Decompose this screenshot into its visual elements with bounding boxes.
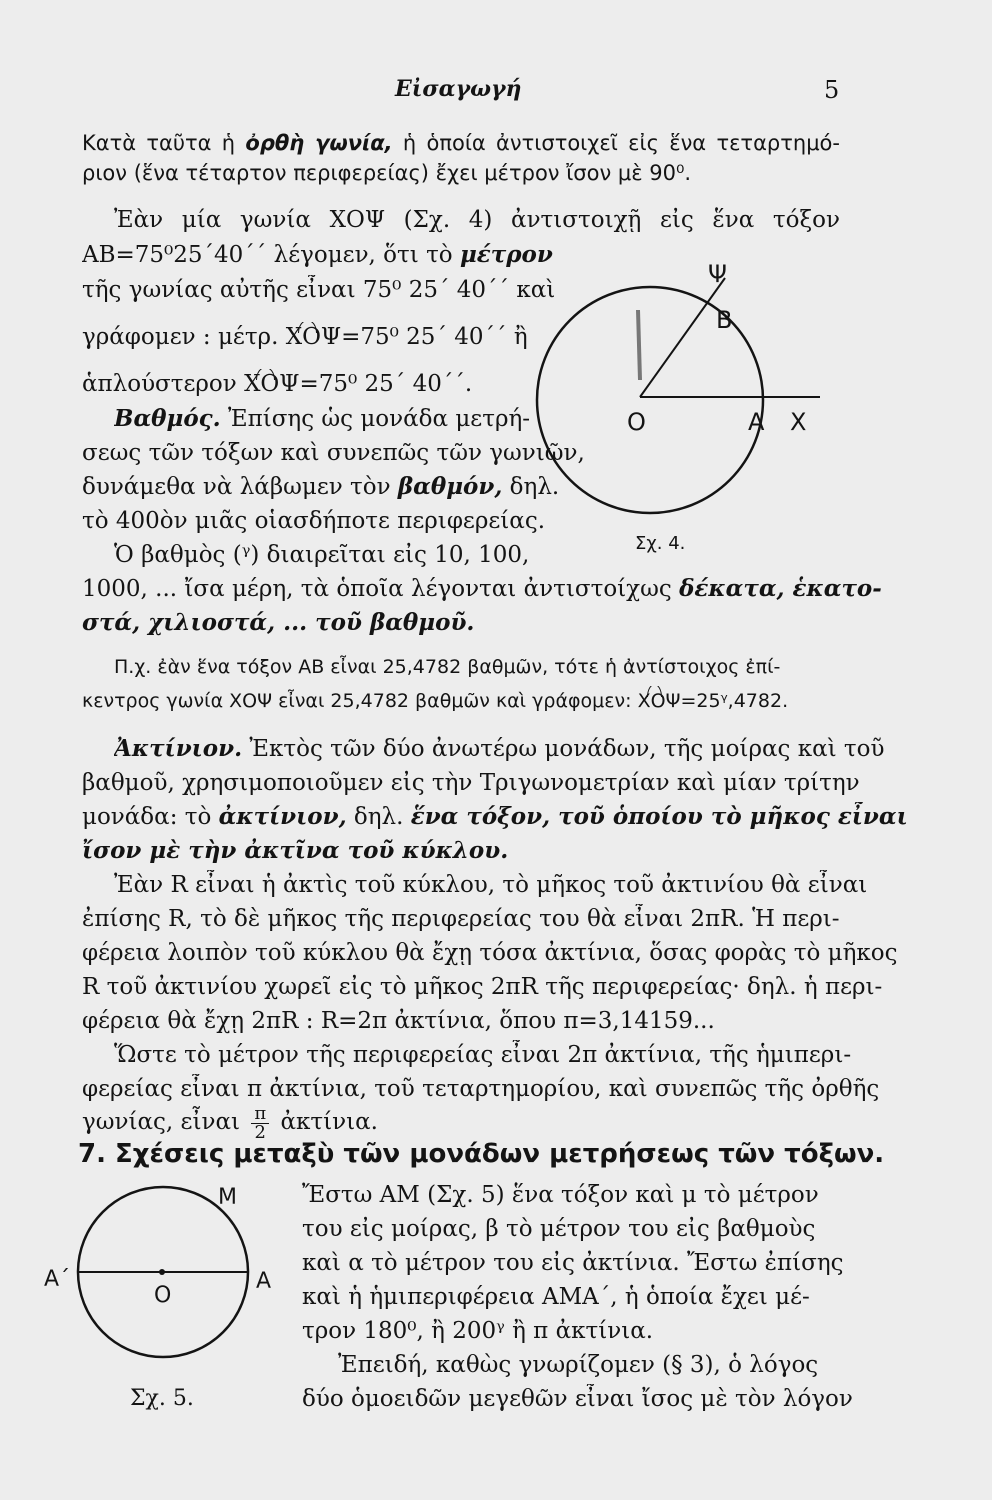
text-line: Κατὰ ταῦτα ἡ ὀρθὴ γωνία, ἡ ὁποία ἀντιστοιχεῖ εἰς ἕνα τεταρτημό- — [82, 131, 840, 155]
term-radian: Ἀκτίνιον. — [114, 735, 243, 762]
text-line: του εἰς μοίρας, β τὸ μέτρον του εἰς βαθμοὺς — [302, 1216, 816, 1242]
fraction-pi-over-2: $\frac{\pi}{2}$ — [251, 1105, 269, 1142]
term-subdivisions: στά, χιλιοστά, ... τοῦ βαθμοῦ. — [82, 609, 475, 636]
text-line: Ὁ βαθμὸς (ᵞ) διαιρεῖται εἰς 10, 100, — [114, 542, 530, 568]
text-line: Ἐὰν μία γωνία ΧΟΨ (Σχ. 4) ἀντιστοιχῇ εἰς ἕνα τόξον — [114, 207, 840, 233]
figure-4-label-o: Ο — [627, 408, 646, 436]
figure-4-label-psi: Ψ — [708, 260, 727, 288]
text-line: δύο ὁμοειδῶν μεγεθῶν εἶναι ἴσος μὲ τὸν λόγον — [302, 1386, 853, 1412]
term-grad-def: βαθμόν, — [397, 473, 503, 500]
text-line: καὶ ἡ ἡμιπεριφέρεια ΑΜΑ΄, ἡ ὁποία ἔχει μέ- — [302, 1284, 810, 1310]
figure-5-label-o: Ο — [154, 1283, 172, 1308]
term-radian-def: ἀκτίνιον, — [218, 803, 347, 830]
text-line: σεως τῶν τόξων καὶ συνεπῶς τῶν γωνιῶν, — [82, 440, 585, 466]
text-line: ΑΒ=75⁰25΄40΄΄ λέγομεν, ὅτι τὸ μέτρον — [82, 241, 553, 268]
figure-4 — [520, 260, 830, 550]
text-line: ριον (ἕνα τέταρτον περιφερείας) ἔχει μέτρον ἴσον μὲ 90⁰. — [82, 161, 692, 185]
text-line: ἁπλούστερον ΧΟΨ=75⁰ 25΄ 40΄΄. — [82, 371, 473, 397]
text-line: Ἔστω ΑΜ (Σχ. 5) ἕνα τόξον καὶ μ τὸ μέτρον — [302, 1182, 819, 1208]
text-line: Π.χ. ἐὰν ἕνα τόξον ΑΒ εἶναι 25,4782 βαθμῶν, τότε ἡ ἀντίστοιχος ἐπί- — [114, 656, 781, 678]
text-line: R τοῦ ἀκτινίου χωρεῖ εἰς τὸ μῆκος 2πR τῆς περιφερείας· δηλ. ἡ περι- — [82, 974, 883, 1000]
arc-notation: ΧΟΨ — [244, 371, 300, 397]
section-heading: 7. Σχέσεις μεταξὺ τῶν μονάδων μετρήσεως τῶν τόξων. — [78, 1139, 885, 1169]
page-number: 5 — [824, 76, 840, 104]
text-line: γωνίας, εἶναι $\frac{\pi}{2}$ ἀκτίνια. — [82, 1102, 378, 1143]
running-header: Εἰσαγωγή — [395, 76, 522, 102]
arc-notation: ΧΟΨ — [638, 686, 681, 716]
text-line: φέρεια λοιπὸν τοῦ κύκλου θὰ ἔχῃ τόσα ἀκτίνια, ὅσας φορὰς τὸ μῆκος — [82, 940, 898, 966]
text-line: 1000, ... ἴσα μέρη, τὰ ὁποῖα λέγονται ἀντιστοίχως δέκατα, ἑκατο- — [82, 575, 882, 602]
figure-4-label-b: Β — [716, 306, 733, 334]
text-line: τὸ 400ὸν μιᾶς οἱασδήποτε περιφερείας. — [82, 508, 546, 534]
figure-5-caption: Σχ. 5. — [130, 1386, 194, 1411]
text-line: Ἀκτίνιον. Ἐκτὸς τῶν δύο ἀνωτέρω μονάδων, τῆς μοίρας καὶ τοῦ — [114, 735, 885, 762]
text-line: καὶ α τὸ μέτρον του εἰς ἀκτίνια. Ἔστω ἐπίσης — [302, 1250, 844, 1276]
text-line: φέρεια θὰ ἔχῃ 2πR : R=2π ἀκτίνια, ὅπου π=3,14159... — [82, 1008, 715, 1034]
figure-5 — [40, 1178, 290, 1378]
figure-4-vertical-mark — [638, 310, 640, 380]
text-line: Ὥστε τὸ μέτρον τῆς περιφερείας εἶναι 2π ἀκτίνια, τῆς ἡμιπερι- — [114, 1042, 852, 1068]
text-line: Ἐὰν R εἶναι ἡ ἀκτὶς τοῦ κύκλου, τὸ μῆκος τοῦ ἀκτινίου θὰ εἶναι — [114, 872, 868, 898]
text-line: κεντρος γωνία ΧΟΨ εἶναι 25,4782 βαθμῶν καὶ γράφομεν: ΧΟΨ=25ᵞ,4782. — [82, 686, 788, 716]
text-line — [82, 608, 474, 638]
figure-4-label-a: Α — [748, 408, 765, 436]
figure-5-label-a: Α — [256, 1269, 272, 1294]
text-line: μονάδα: τὸ ἀκτίνιον, δηλ. ἕνα τόξον, τοῦ ὁποίου τὸ μῆκος εἶναι — [82, 803, 908, 830]
radian-definition: ἕνα τόξον, τοῦ ὁποίου τὸ μῆκος εἶναι — [410, 803, 908, 830]
text-line: βαθμοῦ, χρησιμοποιοῦμεν εἰς τὴν Τριγωνομετρίαν καὶ μίαν τρίτην — [82, 770, 860, 796]
text-line: ἐπίσης R, τὸ δὲ μῆκος τῆς περιφερείας του θὰ εἶναι 2πR. Ἡ περι- — [82, 906, 840, 932]
radian-definition: ἴσον μὲ τὴν ἀκτῖνα τοῦ κύκλου. — [82, 837, 509, 864]
term-right-angle: ὀρθὴ γωνία, — [245, 131, 393, 155]
figure-5-label-a-prime: Α΄ — [44, 1267, 71, 1292]
figure-4-ray-opsi — [640, 278, 725, 397]
text-line: Βαθμός. Ἐπίσης ὡς μονάδα μετρή- — [114, 405, 531, 432]
term-measure: μέτρον — [459, 241, 553, 268]
text-line: δυνάμεθα νὰ λάβωμεν τὸν βαθμόν, δηλ. — [82, 473, 560, 500]
text-line — [82, 836, 508, 866]
text-line: Ἐπειδή, καθὼς γνωρίζομεν (§ 3), ὁ λόγος — [338, 1352, 819, 1378]
figure-4-caption: Σχ. 4. — [635, 533, 686, 554]
figure-5-center — [159, 1269, 165, 1275]
text-line: τῆς γωνίας αὐτῆς εἶναι 75⁰ 25΄ 40΄΄ καὶ — [82, 277, 556, 303]
text-line: τρον 180⁰, ἢ 200ᵞ ἢ π ἀκτίνια. — [302, 1318, 654, 1344]
arc-notation: ΧΟΨ — [285, 324, 342, 350]
figure-5-label-m: Μ — [218, 1185, 237, 1210]
term-grad: Βαθμός. — [114, 405, 221, 432]
text-line: γράφομεν : μέτρ. ΧΟΨ=75⁰ 25΄ 40΄΄ ἢ — [82, 324, 528, 350]
term-subdivisions: δέκατα, ἑκατο- — [679, 575, 882, 602]
figure-4-label-x: Χ — [790, 408, 807, 436]
text-line: φερείας εἶναι π ἀκτίνια, τοῦ τεταρτημορίου, καὶ συνεπῶς τῆς ὀρθῆς — [82, 1076, 880, 1102]
